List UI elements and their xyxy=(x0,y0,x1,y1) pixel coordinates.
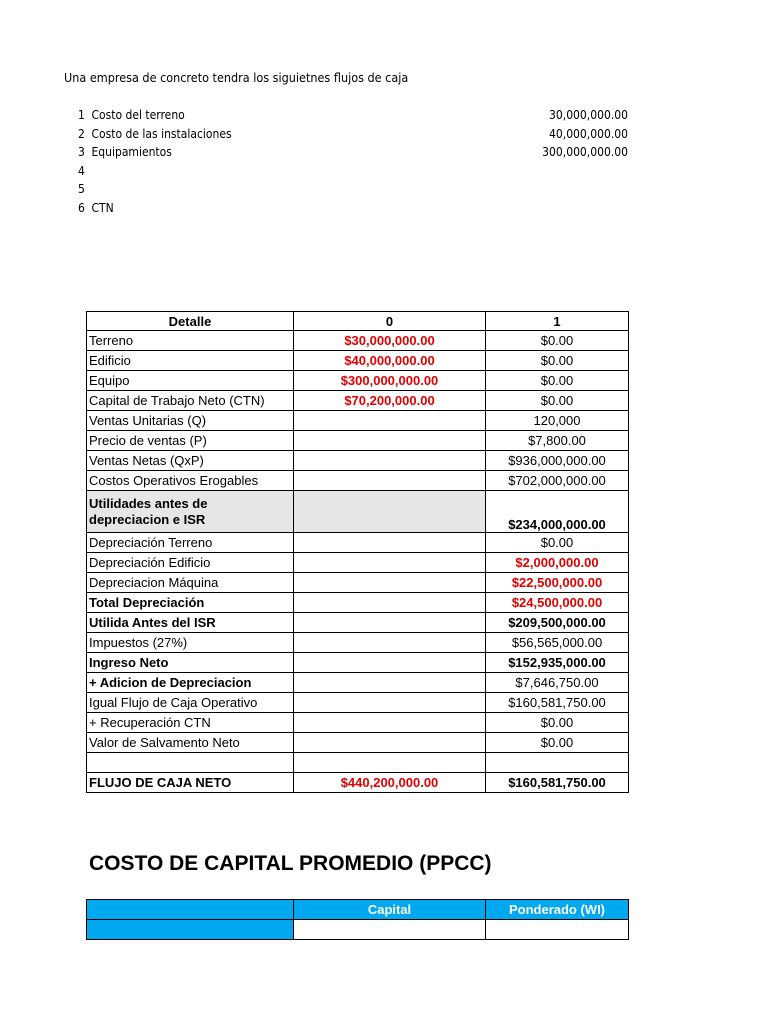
ppcc-header-capital: Capital xyxy=(294,900,486,920)
row-value-0 xyxy=(294,573,486,593)
item-label: CTN xyxy=(91,200,114,215)
row-label: Impuestos (27%) xyxy=(87,633,294,653)
row-label: Ventas Netas (QxP) xyxy=(87,451,294,471)
row-value-1: $160,581,750.00 xyxy=(486,693,629,713)
row-label: Depreciacion Máquina xyxy=(87,573,294,593)
ppcc-row xyxy=(87,920,629,940)
row-value-1: $702,000,000.00 xyxy=(486,471,629,491)
row-value-1: $24,500,000.00 xyxy=(486,593,629,613)
row-value-1: $0.00 xyxy=(486,391,629,411)
item-number: 2 xyxy=(78,126,85,141)
item-label: Costo de las instalaciones xyxy=(91,126,232,141)
row-value-0 xyxy=(294,471,486,491)
table-row xyxy=(87,533,629,553)
table-row xyxy=(87,471,629,491)
table-row xyxy=(87,693,629,713)
table-row xyxy=(87,411,629,431)
row-value-1: $209,500,000.00 xyxy=(486,613,629,633)
row-value-0 xyxy=(294,451,486,471)
row-value-1: $2,000,000.00 xyxy=(486,553,629,573)
ppcc-header-ponderado: Ponderado (WI) xyxy=(486,900,629,920)
ppcc-cell xyxy=(486,920,629,940)
item-label: Equipamientos xyxy=(91,145,172,160)
table-row xyxy=(87,431,629,451)
row-value-1: $0.00 xyxy=(486,713,629,733)
ppcc-header-blank xyxy=(87,900,294,920)
table-row xyxy=(87,491,629,533)
intro-text: Una empresa de concreto tendra los siguietnes flujos de caja xyxy=(64,70,409,85)
row-value-0 xyxy=(294,713,486,733)
header-year-1: 1 xyxy=(486,312,629,331)
list-item xyxy=(78,143,628,162)
table-row xyxy=(87,773,629,793)
table-row xyxy=(87,753,629,773)
row-value-0: $300,000,000.00 xyxy=(294,371,486,391)
row-label: Costos Operativos Erogables xyxy=(87,471,294,491)
item-number: 1 xyxy=(78,108,85,122)
item-number: 6 xyxy=(78,200,85,215)
row-value-1: $0.00 xyxy=(486,533,629,553)
list-item xyxy=(78,162,628,181)
row-value-0 xyxy=(294,613,486,633)
row-label: Capital de Trabajo Neto (CTN) xyxy=(87,391,294,411)
row-label: Utilidades antes de depreciacion e ISR xyxy=(87,491,294,533)
row-value-1: $234,000,000.00 xyxy=(486,491,629,533)
table-row xyxy=(87,573,629,593)
ppcc-header-row xyxy=(87,900,629,920)
row-value-0 xyxy=(294,431,486,451)
table-row xyxy=(87,371,629,391)
row-label: Valor de Salvamento Neto xyxy=(87,733,294,753)
item-number: 4 xyxy=(78,163,85,178)
row-value-0: $70,200,000.00 xyxy=(294,391,486,411)
row-value-0 xyxy=(294,553,486,573)
table-row xyxy=(87,593,629,613)
row-value-0 xyxy=(294,593,486,613)
table-row xyxy=(87,673,629,693)
row-value-0 xyxy=(294,693,486,713)
row-value-1: $56,565,000.00 xyxy=(486,633,629,653)
item-value: 40,000,000.00 xyxy=(549,126,628,141)
table-row xyxy=(87,553,629,573)
table-row xyxy=(87,633,629,653)
row-value-0: $440,200,000.00 xyxy=(294,773,486,793)
list-item xyxy=(78,180,628,199)
row-value-0 xyxy=(294,533,486,553)
ppcc-cell xyxy=(294,920,486,940)
table-header-row xyxy=(87,312,629,331)
row-label: Terreno xyxy=(87,331,294,351)
row-value-1: $0.00 xyxy=(486,371,629,391)
row-label: Total Depreciación xyxy=(87,593,294,613)
row-value-1: $0.00 xyxy=(486,331,629,351)
row-value-0: $40,000,000.00 xyxy=(294,351,486,371)
item-value: 300,000,000.00 xyxy=(542,145,628,160)
row-value-0 xyxy=(294,753,486,773)
row-label: Ingreso Neto xyxy=(87,653,294,673)
item-number: 3 xyxy=(78,145,85,160)
list-item xyxy=(78,199,628,218)
table-row xyxy=(87,733,629,753)
row-label: + Recuperación CTN xyxy=(87,713,294,733)
table-row xyxy=(87,351,629,371)
row-value-1: $936,000,000.00 xyxy=(486,451,629,471)
cost-list xyxy=(78,106,628,218)
ppcc-table xyxy=(86,899,629,940)
row-label: Precio de ventas (P) xyxy=(87,431,294,451)
item-label: Costo del terreno xyxy=(91,108,185,122)
row-label: Equipo xyxy=(87,371,294,391)
header-year-0: 0 xyxy=(294,312,486,331)
item-value: 30,000,000.00 xyxy=(549,108,628,122)
table-row xyxy=(87,331,629,351)
row-label: Utilida Antes del ISR xyxy=(87,613,294,633)
row-value-1 xyxy=(486,753,629,773)
row-label: FLUJO DE CAJA NETO xyxy=(87,773,294,793)
row-value-0 xyxy=(294,653,486,673)
header-detalle: Detalle xyxy=(87,312,294,331)
row-value-1: $152,935,000.00 xyxy=(486,653,629,673)
row-label: Edificio xyxy=(87,351,294,371)
row-value-0: $30,000,000.00 xyxy=(294,331,486,351)
row-value-1: $22,500,000.00 xyxy=(486,573,629,593)
row-value-1: 120,000 xyxy=(486,411,629,431)
item-number: 5 xyxy=(78,182,85,197)
row-value-1: $0.00 xyxy=(486,733,629,753)
row-value-1: $7,646,750.00 xyxy=(486,673,629,693)
row-value-0 xyxy=(294,411,486,431)
row-label: Igual Flujo de Caja Operativo xyxy=(87,693,294,713)
table-row xyxy=(87,713,629,733)
row-label: Depreciación Edificio xyxy=(87,553,294,573)
ppcc-cell xyxy=(87,920,294,940)
ppcc-title: COSTO DE CAPITAL PROMEDIO (PPCC) xyxy=(89,852,492,875)
table-row xyxy=(87,391,629,411)
row-value-0 xyxy=(294,733,486,753)
row-label: Ventas Unitarias (Q) xyxy=(87,411,294,431)
row-value-0 xyxy=(294,633,486,653)
row-value-1: $160,581,750.00 xyxy=(486,773,629,793)
row-value-1: $7,800.00 xyxy=(486,431,629,451)
table-row xyxy=(87,451,629,471)
row-value-0 xyxy=(294,491,486,533)
row-label: Depreciación Terreno xyxy=(87,533,294,553)
table-row xyxy=(87,613,629,633)
cash-flow-table xyxy=(86,311,629,793)
row-label xyxy=(87,753,294,773)
list-item xyxy=(78,106,628,125)
row-label: + Adicion de Depreciacion xyxy=(87,673,294,693)
row-value-1: $0.00 xyxy=(486,351,629,371)
table-row xyxy=(87,653,629,673)
row-value-0 xyxy=(294,673,486,693)
list-item xyxy=(78,125,628,144)
